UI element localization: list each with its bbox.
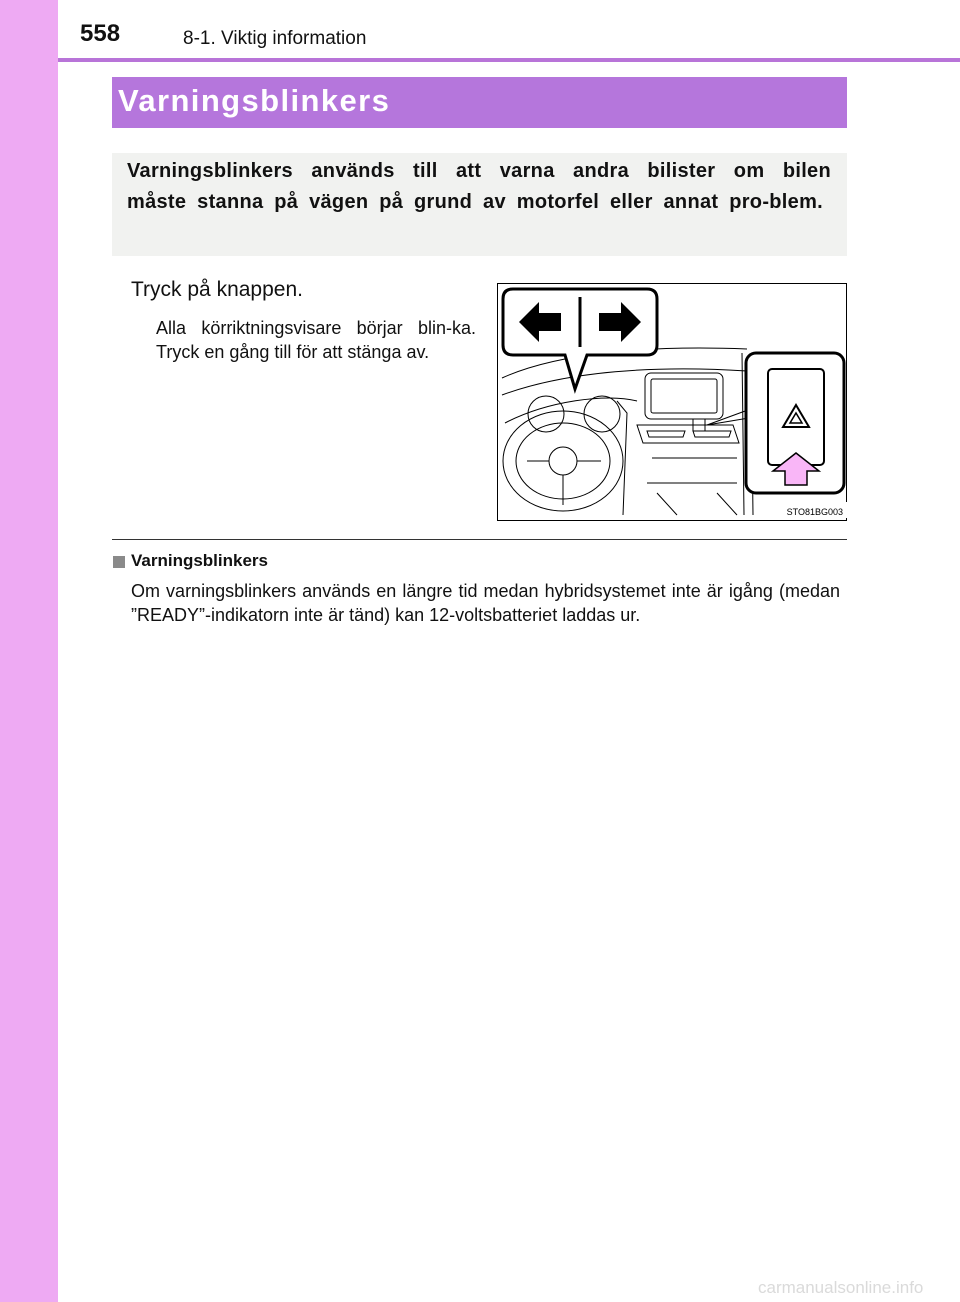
header-rule [58, 58, 960, 62]
page-title: Varningsblinkers [118, 83, 391, 118]
intro-box [112, 153, 847, 256]
section-reference: 8-1. Viktig information [183, 28, 367, 49]
instruction-detail: Alla körriktningsvisare börjar blin-ka. Tryck en gång till för att stänga av. [156, 318, 476, 362]
page-number: 558 [80, 20, 121, 47]
intro-text: Varningsblinkers används till att varna andra bilister om bilen måste stanna på vägen på grund av motorfel eller annat pro-blem. [127, 160, 831, 213]
note-body: Om varningsblinkers används en längre tid medan hybridsystemet inte är igång (medan ”READY”-indikatorn inte är tänd) kan 12-voltsbatteriet laddas ur. [131, 581, 840, 625]
section-divider [112, 539, 847, 540]
dashboard-illustration [497, 283, 847, 521]
title-band [112, 77, 847, 128]
note-bullet [113, 556, 125, 568]
instruction-step: Tryck på knappen. [131, 278, 303, 301]
figure-code: STO81BG003 [786, 507, 843, 517]
side-strip [0, 0, 58, 1302]
watermark: carmanualsonline.info [758, 1278, 924, 1297]
note-title: Varningsblinkers [131, 551, 268, 570]
hazard-button [768, 369, 824, 465]
